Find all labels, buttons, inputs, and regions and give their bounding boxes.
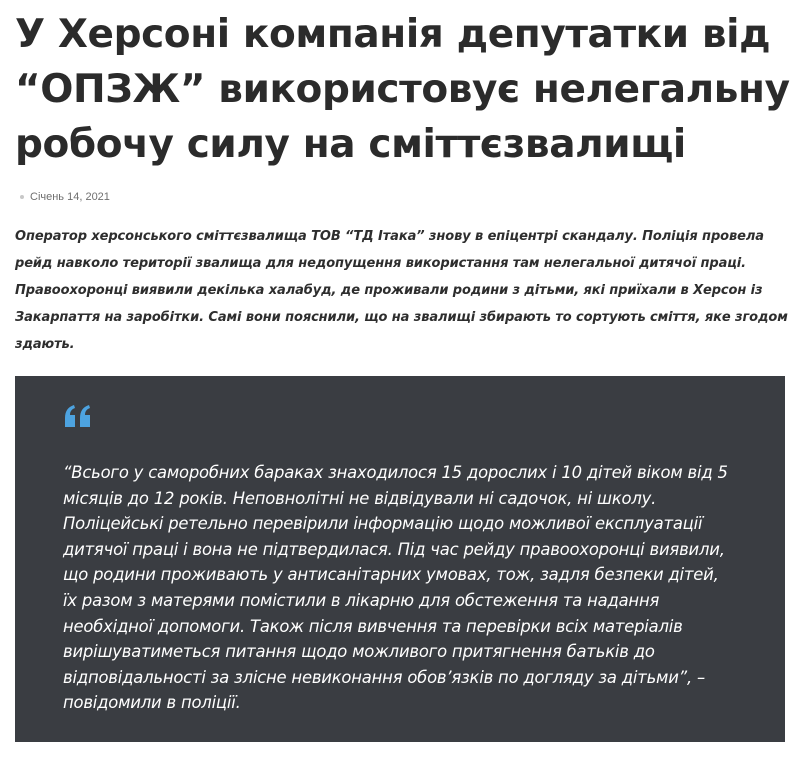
bullet-dot-icon — [20, 195, 24, 199]
article-lead: Оператор херсонського сміттєзвалища ТОВ “ТД Ітака” знову в епіцентрі скандалу. Поліція провела рейд навколо території звалища для недопущення використання там нелегальної дитячої праці. Правоохоронці виявили декілька халабуд, де проживали родини з дітьми, які приїхали в Херсон із Закарпаття на заробітки. Самі вони пояснили, що на звалищі збирають то сортують сміття, яке згодом здають. — [15, 229, 788, 352]
quote-icon — [63, 402, 93, 432]
blockquote — [15, 376, 785, 742]
publish-date[interactable]: Січень 14, 2021 — [30, 191, 110, 203]
article-title: У Херсоні компанія депутатки від “ОПЗЖ” використовує нелегальну робочу силу на сміттєзвалищі — [15, 12, 790, 167]
article — [15, 0, 790, 358]
article-meta — [15, 187, 790, 207]
quote-text: “Всього у саморобних бараках знаходилося 15 дорослих і 10 дітей віком від 5 місяців до 12 років. Неповнолітні не відвідували ні садочок, ні школу. Поліцейські ретельно перевірили інформацію щодо можливої експлуатації дитячої праці і вона не підтвердилася. Під час рейду правоохоронці виявили, що родини проживають у антисанітарних умовах, тож, задля безпеки дітей, їх разом з матерями помістили в лікарню для обстеження та надання необхідної допомоги. Також після вивчення та перевірки всіх матеріалів вирішуватиметься питання щодо можливого притягнення батьків до відповідальності за злісне невиконання обов’язків по догляду за дітьми”, – повідомили в поліції. — [63, 463, 728, 713]
